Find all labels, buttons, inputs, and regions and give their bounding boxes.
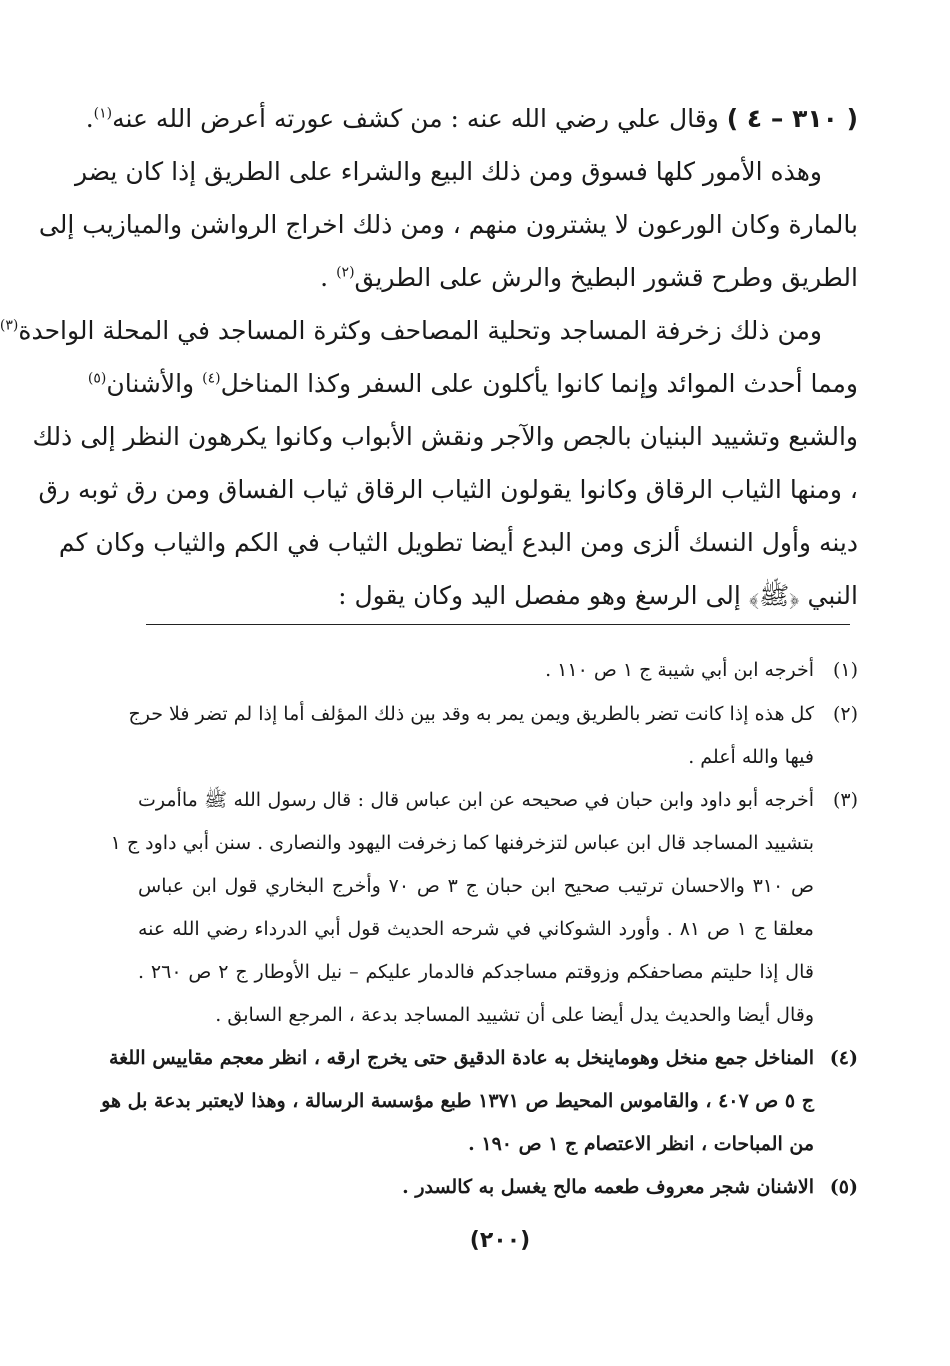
text-line <box>85 92 858 145</box>
footnote-body <box>138 1165 814 1208</box>
footnote-line: أخرجه أبو داود وابن حبان في صحيحه عن ابن عباس قال : قال رسول الله ﷺ ماأمرت <box>138 789 814 811</box>
footnote-line: المناخل جمع منخل وهوماينخل به عادة الدقيق حتى يخرج ارقه ، انظر معجم مقاييس اللغة <box>109 1047 814 1069</box>
footnote-ref[interactable]: (١) <box>93 105 113 122</box>
hadith-number: ( ٣١٠ – ٤ ) <box>726 104 858 133</box>
text-segment: ومن ذلك زخرفة المساجد وتحلية المصاحف وكثرة المساجد في المحلة الواحدة <box>18 316 822 345</box>
text-line <box>0 304 858 357</box>
footnote-number: (٤) <box>829 1047 858 1069</box>
footnotes <box>101 648 858 1209</box>
footnote-number: (١) <box>832 659 858 681</box>
footnote-body <box>138 648 814 691</box>
footnote-line: وقال أيضا والحديث يدل أيضا على أن تشييد المساجد بدعة ، المرجع السابق . <box>215 1004 814 1026</box>
footnote <box>128 692 858 778</box>
text-line <box>138 251 858 304</box>
footnote-line: ص ٣١٠ والاحسان ترتيب صحيح ابن حبان ج ٣ ص ٧٠ وأخرج البخاري قول ابن عباس <box>138 875 814 897</box>
footnote-body <box>101 1036 814 1165</box>
text-segment: والأشنان <box>106 369 203 398</box>
footnote <box>138 1165 858 1209</box>
footnote-line: أخرجه ابن أبي شيبة ج ١ ص ١١٠ . <box>545 659 814 681</box>
text-line: النبي ﴿ﷺ﴾ إلى الرسغ وهو مفصل اليد وكان يقول : <box>338 581 858 610</box>
footnote-line: معلقا ج ١ ص ٨١ . وأورد الشوكاني في شرحه الحديث قول أبي الدرداء رضي الله عنه <box>138 918 814 940</box>
text-line: وهذه الأمور كلها فسوق ومن ذلك البيع والشراء على الطريق إذا كان يضر <box>74 157 822 186</box>
footnote-line: بتشييد المساجد قال ابن عباس لتزخرفنها كما زخرفت اليهود والنصارى . سنن أبي داود ج ١ <box>110 832 814 854</box>
footnote-number: (٥) <box>829 1176 858 1198</box>
text-segment: . <box>320 263 337 292</box>
footnote-line: الاشنان شجر معروف طعمه مالح يغسل به كالسدر . <box>402 1176 814 1198</box>
footnote-line: كل هذه إذا كانت تضر بالطريق ويمن يمر به وقد بين ذلك المؤلف أما إذا لم تضر فلا حرج <box>128 703 814 725</box>
footnote-body <box>128 692 814 778</box>
page-number: (٢٠٠) <box>469 1228 531 1253</box>
footnote-separator <box>146 624 850 625</box>
main-text <box>0 92 858 622</box>
footnote <box>110 778 858 1036</box>
text-line: ، ومنها الثياب الرقاق وكانوا يقولون الثياب الرقاق ثياب الفساق ومن رق ثوبه رق <box>38 475 858 504</box>
text-line: بالمارة وكان الورعون لا يشترون منهم ، ومن ذلك اخراج الرواشن والميازيب إلى <box>38 210 858 239</box>
text-segment: وقال علي رضي الله عنه : من كشف عورته أعرض الله عنه <box>112 104 719 133</box>
text-segment: ومما أحدث الموائد وإنما كانوا يأكلون على السفر وكذا المناخل <box>220 369 858 398</box>
footnote-ref[interactable]: (٢) <box>336 264 355 281</box>
footnote-ref[interactable]: (٤) <box>202 370 221 387</box>
footnote-number: (٣) <box>832 789 858 811</box>
text-line: دينه وأول النسك ألزى ومن البدع أيضا تطويل الثياب في الكم والثياب وكان كم <box>58 528 858 557</box>
text-line <box>87 357 858 410</box>
footnote-line: فيها والله أعلم . <box>688 746 814 768</box>
text-line: والشبع وتشييد البنيان بالجص والآجر ونقش الأبواب وكانوا يكرهون النظر إلى ذلك <box>32 422 858 451</box>
footnote <box>138 648 858 692</box>
footnote-ref[interactable]: (٣) <box>0 317 19 334</box>
footnote-line: قال إذا حليتم مصاحفكم وزوقتم مساجدكم فالدمار عليكم – نيل الأوطار ج ٢ ص ٢٦٠ . <box>138 961 814 983</box>
footnote-number: (٢) <box>832 703 858 725</box>
footnote-ref[interactable]: (٥) <box>87 370 107 387</box>
text-segment: الطريق وطرح قشور البطيخ والرش على الطريق <box>354 263 858 292</box>
text-segment: . <box>85 104 94 133</box>
footnote <box>101 1036 858 1165</box>
footnote-line: ج ٥ ص ٤٠٧ ، والقاموس المحيط ص ١٣٧١ طبع مؤسسة الرسالة ، وهذا لايعتبر بدعة بل هو <box>101 1090 814 1112</box>
footnote-body <box>110 778 814 1036</box>
footnote-line: من المباحات ، انظر الاعتصام ج ١ ص ١٩٠ . <box>468 1133 814 1155</box>
